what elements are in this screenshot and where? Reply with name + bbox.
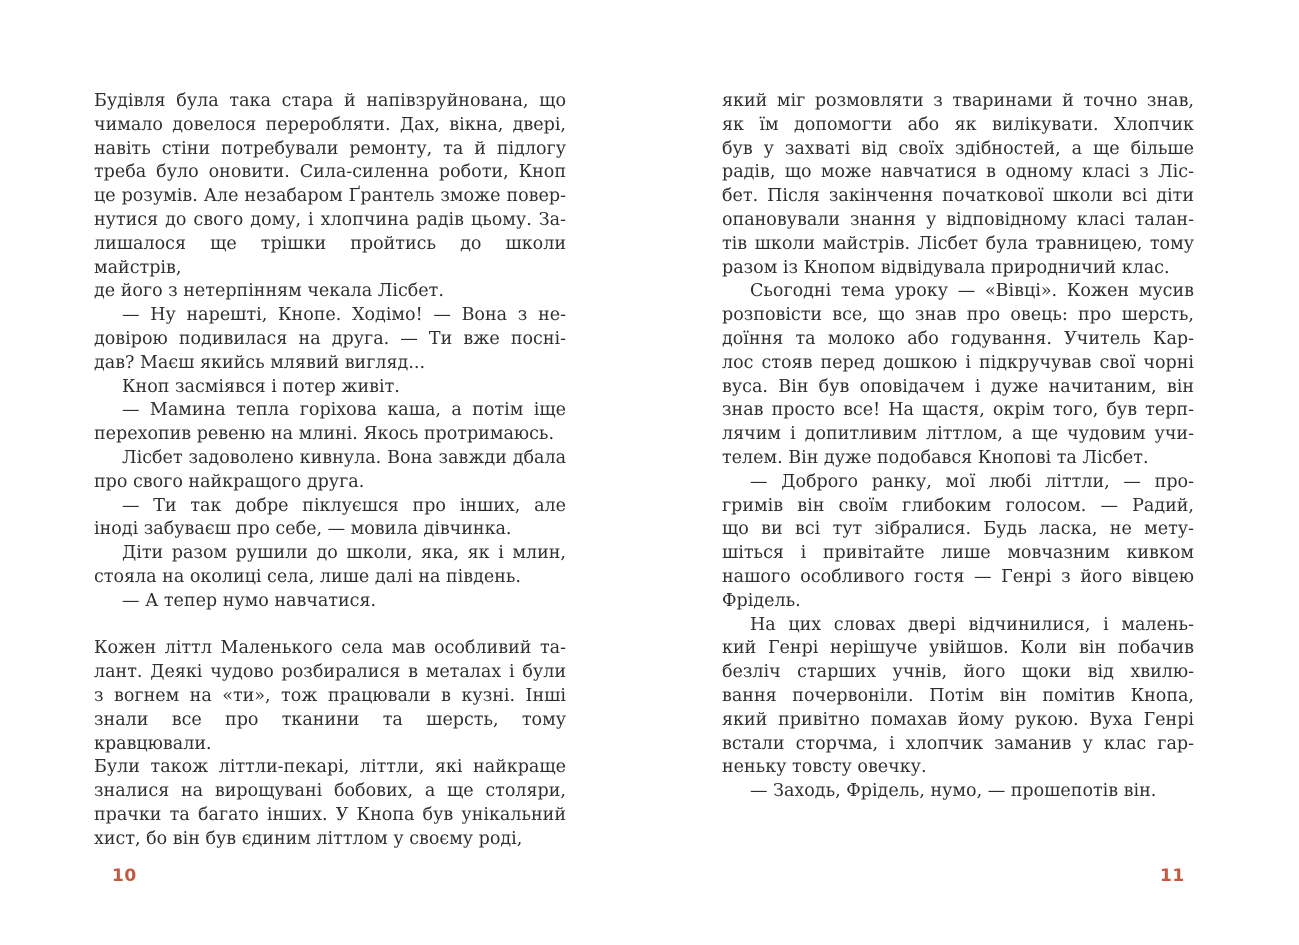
paragraph bbox=[94, 90, 566, 304]
text-line: гримів він своїм глибоким голосом. — Радий, bbox=[722, 495, 1194, 516]
text-line: Кожен літтл Маленького села мав особливий та- bbox=[94, 638, 566, 659]
paragraph bbox=[722, 280, 1194, 470]
text-line: знали все про тканини та шерсть, тому кравцювали. bbox=[94, 709, 566, 754]
text-line: який міг розмовляти з тваринами й точно знав, bbox=[722, 91, 1194, 111]
text-line: — А тепер нумо навчатися. bbox=[122, 590, 377, 611]
text-line: телем. Він дуже подобався Кнопові та Лісбет. bbox=[722, 447, 1149, 468]
text-line: зналися на вирощувані бобових, а ще столяри, bbox=[94, 781, 566, 802]
text-line: де його з нетерпінням чекала Лісбет. bbox=[94, 281, 444, 302]
text-line: Лісбет задоволено кивнула. Вона завжди дбала bbox=[122, 447, 566, 468]
paragraph bbox=[94, 637, 566, 851]
text-line: навіть стіни потребували ремонту, та й підлогу bbox=[94, 138, 566, 159]
paragraph bbox=[722, 90, 1194, 280]
text-line: це розумів. Але незабаром Ґрантель зможе повер- bbox=[94, 186, 566, 207]
text-line: шіться і привітайте лише мовчазним кивком bbox=[722, 543, 1194, 564]
paragraph bbox=[722, 471, 1194, 614]
text-line: який привітно помахав йому рукою. Вуха Генрі bbox=[722, 709, 1194, 730]
text-line: перехопив ревеню на млині. Якось протримаюсь. bbox=[94, 424, 555, 445]
text-line: радів, що може навчатися в одному класі з Ліс- bbox=[722, 162, 1194, 183]
page-number-right: 11 bbox=[1160, 866, 1185, 886]
text-line: прачки та багато інших. У Кнопа був унікальний bbox=[94, 804, 566, 825]
paragraph bbox=[94, 304, 566, 375]
text-line: чимало довелося переробляти. Дах, вікна, двері, bbox=[94, 114, 566, 135]
text-line: лишалося ще трішки пройтись до школи майстрів, bbox=[94, 233, 566, 278]
paragraph bbox=[722, 780, 1194, 804]
paragraph bbox=[722, 614, 1194, 781]
text-line: — Мамина тепла горіхова каша, а потім іще bbox=[122, 400, 566, 421]
text-line: знав просто все! На щастя, окрім того, був терп- bbox=[722, 400, 1194, 421]
text-line: На цих словах двері відчинилися, і малень- bbox=[750, 614, 1194, 635]
text-line: неньку товсту овечку. bbox=[722, 757, 927, 778]
text-line: стояла на околиці села, лише далі на південь. bbox=[94, 566, 521, 587]
paragraph bbox=[94, 399, 566, 447]
text-line: Були також літтли-пекарі, літтли, які найкраще bbox=[94, 757, 566, 778]
text-line: Кноп засміявся і потер живіт. bbox=[122, 376, 400, 397]
book-page-left-text bbox=[94, 90, 566, 852]
text-line: — Доброго ранку, мої любі літтли, — про- bbox=[750, 471, 1194, 492]
text-line: безліч старших учнів, його щоки від хвилю- bbox=[722, 662, 1194, 683]
text-line: лячим і допитливим літтлом, а ще чудовим учи- bbox=[722, 424, 1194, 445]
text-line: дав? Маєш якийсь млявий вигляд... bbox=[94, 352, 426, 373]
text-line: — Заходь, Фрідель, нумо, — прошепотів він. bbox=[750, 781, 1157, 802]
paragraph bbox=[94, 542, 566, 590]
text-line: Будівля була така стара й напівзруйнована, що bbox=[94, 91, 566, 111]
text-line: доїння та молоко або годування. Учитель Кар- bbox=[722, 328, 1194, 349]
text-line: що ви всі тут зібралися. Будь ласка, не мету- bbox=[722, 519, 1194, 540]
paragraph bbox=[94, 447, 566, 495]
page-number-left: 10 bbox=[112, 866, 137, 886]
text-line: іноді забуваєш про себе, — мовила дівчинка. bbox=[94, 519, 512, 540]
text-line: — Ну нарешті, Кнопе. Ходімо! — Вона з не- bbox=[122, 305, 566, 326]
text-line: нашого особливого гостя — Генрі з його вівцею bbox=[722, 566, 1194, 587]
text-line: хист, бо він був єдиним літтлом у своєму роді, bbox=[94, 828, 523, 849]
paragraph bbox=[94, 590, 566, 614]
text-line: лант. Деякі чудово розбиралися в металах і були bbox=[94, 662, 566, 683]
paragraph bbox=[94, 495, 566, 543]
text-line: Фрідель. bbox=[722, 590, 801, 611]
text-line: довірою подивилася на друга. — Ти вже посні- bbox=[94, 328, 566, 349]
text-line: нутися до свого дому, і хлопчина радів цьому. За- bbox=[94, 209, 566, 230]
text-line: разом із Кнопом відвідувала природничий клас. bbox=[722, 257, 1170, 278]
book-page-right-text bbox=[722, 90, 1194, 804]
text-line: був у захваті від своїх здібностей, а ще більше bbox=[722, 138, 1194, 159]
text-line: Діти разом рушили до школи, яка, як і млин, bbox=[122, 543, 566, 564]
text-line: тів школи майстрів. Лісбет була травницею, тому bbox=[722, 233, 1194, 254]
text-line: вуса. Він був оповідачем і дуже начитаним, він bbox=[722, 376, 1194, 397]
text-line: встали сторчма, і хлопчик заманив у клас гар- bbox=[722, 733, 1194, 754]
text-line: розповісти все, що знав про овець: про шерсть, bbox=[722, 305, 1194, 326]
text-line: лос стояв перед дошкою і підкручував свої чорні bbox=[722, 352, 1194, 373]
text-line: бет. Після закінчення початкової школи всі діти bbox=[722, 186, 1194, 207]
text-line: про свого найкращого друга. bbox=[94, 471, 365, 492]
text-line: кий Генрі нерішуче увійшов. Коли він побачив bbox=[722, 638, 1194, 659]
text-line: вання почервоніли. Потім він помітив Кнопа, bbox=[722, 685, 1194, 706]
text-line: як їм допомогти або як вилікувати. Хлопчик bbox=[722, 114, 1194, 135]
text-line: Сьогодні тема уроку — «Вівці». Кожен мусив bbox=[750, 281, 1194, 302]
text-line: — Ти так добре піклуєшся про інших, але bbox=[122, 495, 566, 516]
text-line: треба було оновити. Сила-силенна роботи, Кноп bbox=[94, 162, 566, 183]
paragraph bbox=[94, 376, 566, 400]
text-line: з вогнем на «ти», тож працювали в кузні. Інші bbox=[94, 685, 566, 706]
text-line: опановували знання у відповідному класі талан- bbox=[722, 209, 1194, 230]
